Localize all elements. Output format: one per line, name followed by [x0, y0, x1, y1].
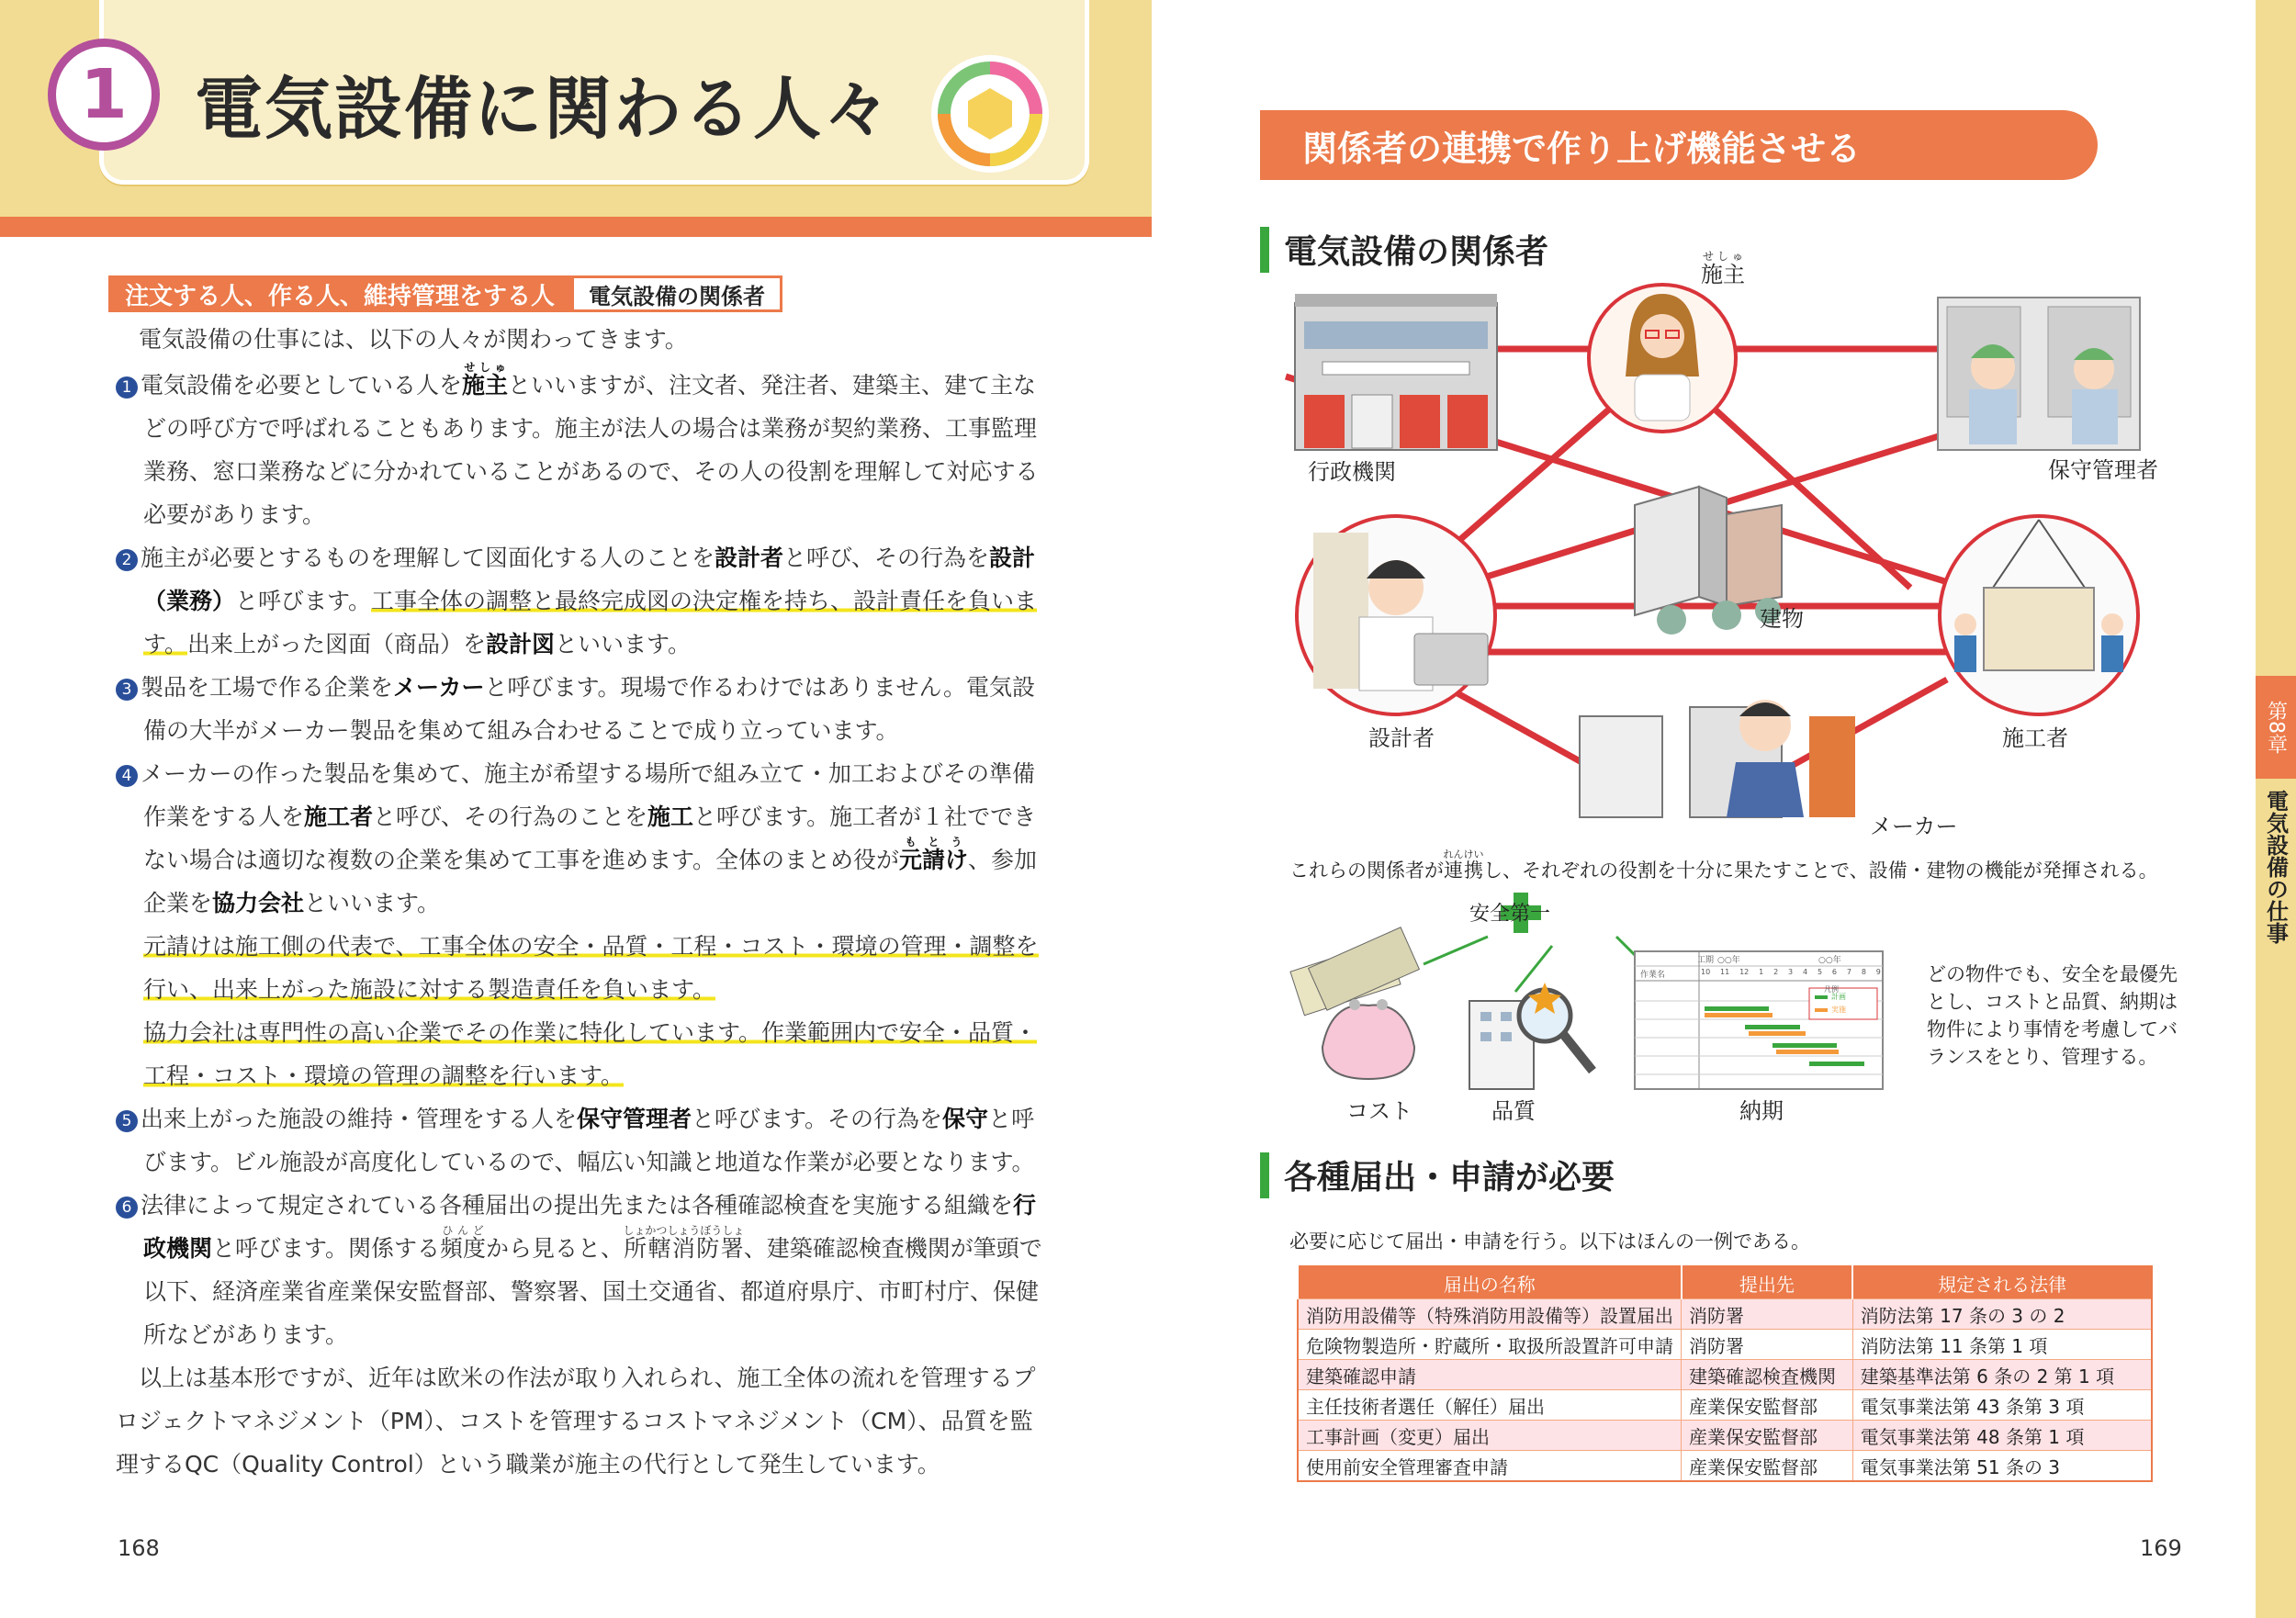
- cell-name: 消防用設備等（特殊消防用設備等）設置届出: [1298, 1299, 1682, 1330]
- label-designer: 設計者: [1368, 725, 1435, 751]
- term-owner: 施主: [462, 372, 509, 399]
- term-design-drawing: 設計図: [486, 631, 556, 657]
- cell-destination: 産業保安監督部: [1682, 1451, 1853, 1482]
- subheading-stakeholders: 電気設備の関係者: [1260, 226, 1548, 273]
- highlight-designer-responsibility: 工事全体の調整と最終完成図の決定権を持ち、設計責任を負います。: [143, 588, 1038, 657]
- intro-paragraph: 電気設備の仕事には、以下の人々が関わってきます。: [139, 326, 688, 353]
- label-contractor: 施工者: [2002, 725, 2068, 751]
- label-deadline: 納期: [1739, 1098, 1784, 1124]
- label-quality: 品質: [1491, 1098, 1536, 1124]
- number-bullet-4: 4: [116, 765, 138, 787]
- closing-paragraph: 以上は基本形ですが、近年は欧米の作法が取り入れられ、施工全体の流れを管理するプロジェクトマネジメント（PM）、コストを管理するコストマネジメント（CM）、品質を監理するQC（Quality Control）という職業が施主の代行として発生しています。: [116, 1365, 1036, 1478]
- table-row: [1298, 1390, 2152, 1421]
- cell-name: 危険物製造所・貯蔵所・取扱所設置許可申請: [1298, 1330, 1682, 1360]
- table-intro: 必要に応じて届出・申請を行う。以下はほんの一例である。: [1289, 1230, 1810, 1253]
- table-row: [1298, 1360, 2152, 1390]
- cell-name: 建築確認申請: [1298, 1360, 1682, 1390]
- number-bullet-3: 3: [116, 679, 138, 701]
- label-owner: 施主せしゅ: [1701, 250, 1745, 287]
- chart-legend-actual: 実施: [1831, 1006, 1846, 1014]
- term-contractor: 施工者: [304, 803, 374, 830]
- cell-name: 主任技術者選任（解任）届出: [1298, 1390, 1682, 1421]
- page-title: 電気設備に関わる人々: [195, 70, 893, 149]
- balance-connector-lines: [1424, 937, 1644, 992]
- table-row: [1298, 1330, 2152, 1360]
- cell-law: 消防法第 11 条第 1 項: [1852, 1330, 2152, 1360]
- safety-note: どの物件でも、安全を最優先とし、コストと品質、納期は物件により事情を考慮してバランスをとり、管理する。: [1927, 963, 2178, 1068]
- label-safety-first: 安全第一: [1469, 903, 1551, 926]
- page-number-left: 168: [118, 1535, 160, 1561]
- body-text: [116, 318, 1043, 1486]
- term-design: 設計（業務）: [143, 545, 1036, 614]
- fire-station-illustration: [1295, 294, 1497, 450]
- cell-destination: 消防署: [1682, 1330, 1853, 1360]
- chart-months: 10 11 12 1 2 3 4 5 6 7 8 9: [1701, 968, 1881, 976]
- partner-company-note: [116, 1011, 1043, 1097]
- item-maintenance: 5 出来上がった施設の維持・管理をする人を保守管理者と呼びます。その行為を保守と呼びます。ビル施設が高度化しているので、幅広い知識と地道な作業が必要となります。: [116, 1097, 1043, 1184]
- chapter-number-badge: [48, 39, 160, 151]
- chart-legend-plan: 計画: [1831, 993, 1846, 1001]
- label-administration: 行政機関: [1308, 459, 1396, 485]
- purse-money-icon: [1290, 927, 1419, 1079]
- green-marker-icon: [1260, 1152, 1269, 1198]
- cell-name: 工事計画（変更）届出: [1298, 1421, 1682, 1451]
- column-header-law: 規定される法律: [1852, 1266, 2152, 1299]
- table-row: [1298, 1421, 2152, 1451]
- column-header-name: 届出の名称: [1298, 1266, 1682, 1299]
- prime-contractor-note: [116, 925, 1043, 1011]
- section-heading: [108, 275, 782, 312]
- maker-illustration: [1580, 700, 1855, 817]
- quality-magnifier-icon: [1469, 983, 1593, 1089]
- maintenance-workers-illustration: [1938, 298, 2140, 450]
- chart-legend-label: 凡例: [1824, 985, 1839, 994]
- label-maintenance: 保守管理者: [2048, 457, 2158, 483]
- hexagon-emblem-icon: [928, 51, 1052, 176]
- label-building: 建物: [1760, 606, 1804, 632]
- chart-year-2: ○○年: [1818, 956, 1841, 965]
- cell-law: 電気事業法第 48 条第 1 項: [1852, 1421, 2152, 1451]
- term-maker: メーカー: [393, 674, 485, 701]
- right-page-header: 関係者の連携で作り上げ機能させる: [1260, 110, 2098, 180]
- item-owner: 1 電気設備を必要としている人を施主せしゅといいますが、注文者、発注者、建築主、建て主などの呼び方で呼ばれることもあります。施主が法人の場合は業務が契約業務、工事監理業務、窓口業務などに分かれていることがあるので、その人の役割を理解して対応する必要があります。: [116, 361, 1043, 536]
- section-heading-label: 注文する人、作る人、維持管理をする人: [108, 275, 571, 312]
- number-bullet-5: 5: [116, 1110, 138, 1132]
- item-contractor: 4 メーカーの作った製品を集めて、施主が希望する場所で組み立て・加工およびその準備作業をする人を施工者と呼び、その行為のことを施工と呼びます。施工者が１社でできない場合は適切な複数の企業を集めて工事を進めます。全体のまとめ役が元請けもとう、参加企業を協力会社といいます。: [116, 752, 1043, 925]
- cell-destination: 消防署: [1682, 1299, 1853, 1330]
- term-designer: 設計者: [715, 545, 784, 571]
- side-chapter-title: 電気設備の仕事: [2262, 790, 2289, 944]
- contractor-illustration: [1940, 516, 2138, 714]
- item-administration: 6 法律によって規定されている各種届出の提出先または各種確認検査を実施する組織を行政機関と呼びます。関係する頻度ひんどから見ると、所轄消防署しょかつしょうぼうしょ、建築確認検査機関が筆頭で以下、経済産業省産業保安監督部、警察署、国土交通省、都道府県庁、市町村庁、保健所などがあります。: [116, 1184, 1043, 1356]
- chart-year-1: ○○年: [1717, 956, 1740, 965]
- item-maker: 3 製品を工場で作る企業をメーカーと呼びます。現場で作るわけではありません。電気設備の大半がメーカー製品を集めて組み合わせることで成り立っています。: [116, 666, 1043, 752]
- chapter-number: 1: [80, 55, 128, 134]
- number-bullet-1: 1: [116, 376, 138, 399]
- owner-illustration: [1589, 285, 1736, 432]
- term-maintenance-manager: 保守管理者: [577, 1106, 692, 1132]
- label-maker: メーカー: [1870, 814, 1958, 839]
- term-prime-contractor: 元請け: [899, 847, 969, 873]
- cell-destination: 産業保安監督部: [1682, 1390, 1853, 1421]
- cell-law: 消防法第 17 条の 3 の 2: [1852, 1299, 2152, 1330]
- highlight-partner-company: 協力会社は専門性の高い企業でその作業に特化しています。作業範囲内で安全・品質・工程・コスト・環境の管理の調整を行います。: [143, 1019, 1038, 1089]
- cell-destination: 建築確認検査機関: [1682, 1360, 1853, 1390]
- table-row: [1298, 1299, 2152, 1330]
- term-construction: 施工: [647, 803, 694, 830]
- side-chapter-tab: 第8章: [2256, 676, 2296, 779]
- cell-law: 建築基準法第 6 条の 2 第 1 項: [1852, 1360, 2152, 1390]
- cell-destination: 産業保安監督部: [1682, 1421, 1853, 1451]
- subheading-notifications: 各種届出・申請が必要: [1260, 1152, 1615, 1198]
- chart-period-label: 工期: [1697, 956, 1715, 965]
- header-accent-strip: [0, 217, 1152, 237]
- page-number-right: 169: [2140, 1535, 2182, 1561]
- stakeholder-network-diagram: [1267, 257, 2149, 845]
- number-bullet-2: 2: [116, 549, 138, 571]
- highlight-prime-contractor: 元請けは施工側の代表で、工事全体の安全・品質・工程・コスト・環境の管理・調整を行い、出来上がった施設に対する製造責任を負います。: [143, 933, 1039, 1003]
- column-header-destination: 提出先: [1682, 1266, 1853, 1299]
- table-row: [1298, 1451, 2152, 1482]
- notification-table: [1297, 1265, 2153, 1482]
- table-header-row: [1298, 1266, 2152, 1299]
- label-cost: コスト: [1346, 1098, 1412, 1124]
- term-administration: 行政機関: [143, 1192, 1037, 1262]
- section-tag: 電気設備の関係者: [571, 275, 782, 312]
- term-partner-company: 協力会社: [212, 890, 305, 916]
- cell-law: 電気事業法第 43 条第 3 項: [1852, 1390, 2152, 1421]
- designer-illustration: [1297, 516, 1495, 714]
- diagram-caption: これらの関係者が連携れんけいし、それぞれの役割を十分に果たすことで、設備・建物の機能が発揮される。: [1289, 848, 2158, 882]
- cell-name: 使用前安全管理審査申請: [1298, 1451, 1682, 1482]
- term-maintenance: 保守: [942, 1106, 989, 1132]
- cell-law: 電気事業法第 51 条の 3: [1852, 1451, 2152, 1482]
- chart-task-label: 作業名: [1640, 971, 1666, 980]
- number-bullet-6: 6: [116, 1197, 138, 1219]
- item-designer: 2 施主が必要とするものを理解して図面化する人のことを設計者と呼び、その行為を設計（業務）と呼びます。工事全体の調整と最終完成図の決定権を持ち、設計責任を負います。出来上がった図面（商品）を設計図といいます。: [116, 536, 1043, 666]
